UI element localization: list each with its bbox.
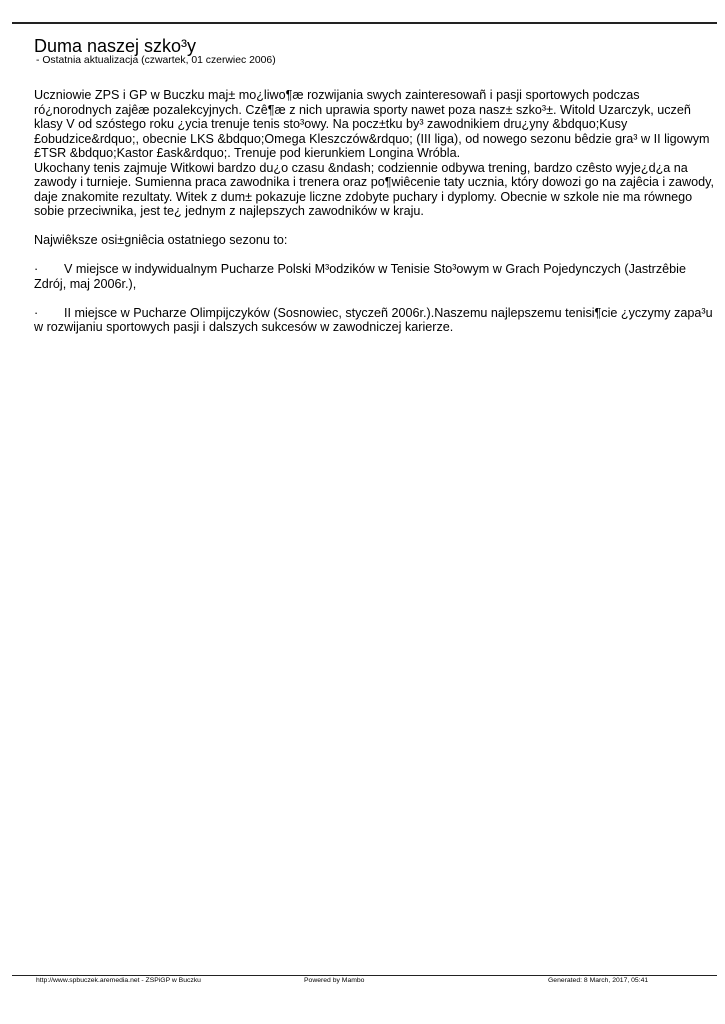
article-paragraph-1: Uczniowie ZPS i GP w Buczku maj± mo¿liwo¶æ rozwijania swych zainteresowañ i pasji sportowych podczas ró¿norodnych zajêæ pozalekcyjnych. Czê¶æ z nich uprawia sporty nawet poza nasz± szko³±. Witold Uzarczyk, uczeñ klasy V od szóstego roku ¿ycia trenuje tenis sto³owy. Na pocz±tku by³ zawodnikiem dru¿yny &bdquo;Kusy £obudzice&rdquo;, obecnie LKS &bdquo;Omega Kleszczów&rdquo; (III liga), od nowego sezonu bêdzie gra³ w II ligowym £TSR &bdquo;Kastor £ask&rdquo;. Trenuje pod kierunkiem Longina Wróbla. xyxy=(34,88,710,160)
last-updated-line: - Ostatnia aktualizacja (czwartek, 01 czerwiec 2006) xyxy=(36,55,276,66)
achievements-heading: Najwiêksze osi±gniêcia ostatniego sezonu to: xyxy=(34,233,288,247)
footer-generated-date: Generated: 8 March, 2017, 05:41 xyxy=(548,977,649,984)
achievement-item-2 xyxy=(34,306,718,335)
footer-site-url: http://www.spbuczek.aremedia.net - ZSPiGP w Buczku xyxy=(36,977,201,984)
footer-powered-by: Powered by Mambo xyxy=(304,977,365,984)
achievement-text-1: V miejsce w indywidualnym Pucharze Polski M³odzików w Tenisie Sto³owym w Grach Pojedynczych (Jastrzêbie Zdrój, maj 2006r.), xyxy=(34,262,686,291)
achievement-item-1 xyxy=(34,262,718,291)
top-divider xyxy=(12,22,717,24)
article-paragraph-2: Ukochany tenis zajmuje Witkowi bardzo du¿o czasu &ndash; codziennie odbywa trening, bardzo czêsto wyje¿d¿a na zawody i turnieje. Sumienna praca zawodnika i trenera oraz po¶wiêcenie taty ucznia, który dowozi go na zajêcia i zawody, daje znakomite rezultaty. Witek z dum± pokazuje liczne zdobyte puchary i dyplomy. Obecnie w szkole nie ma równego sobie przeciwnika, jest te¿ jednym z najlepszych zawodników w kraju. xyxy=(34,160,714,218)
achievement-text-2: II miejsce w Pucharze Olimpijczyków (Sosnowiec, styczeñ 2006r.).Naszemu najlepszemu tenisi¶cie ¿yczymy zapa³u w rozwijaniu sportowych pasji i dalszych sukcesów w zawodniczej karierze. xyxy=(34,305,713,334)
bottom-divider xyxy=(12,975,717,976)
page-title: Duma naszej szko³y xyxy=(34,36,197,56)
bullet-symbol: · xyxy=(34,262,39,276)
bullet-symbol: · xyxy=(34,305,39,320)
article-body xyxy=(34,88,718,335)
